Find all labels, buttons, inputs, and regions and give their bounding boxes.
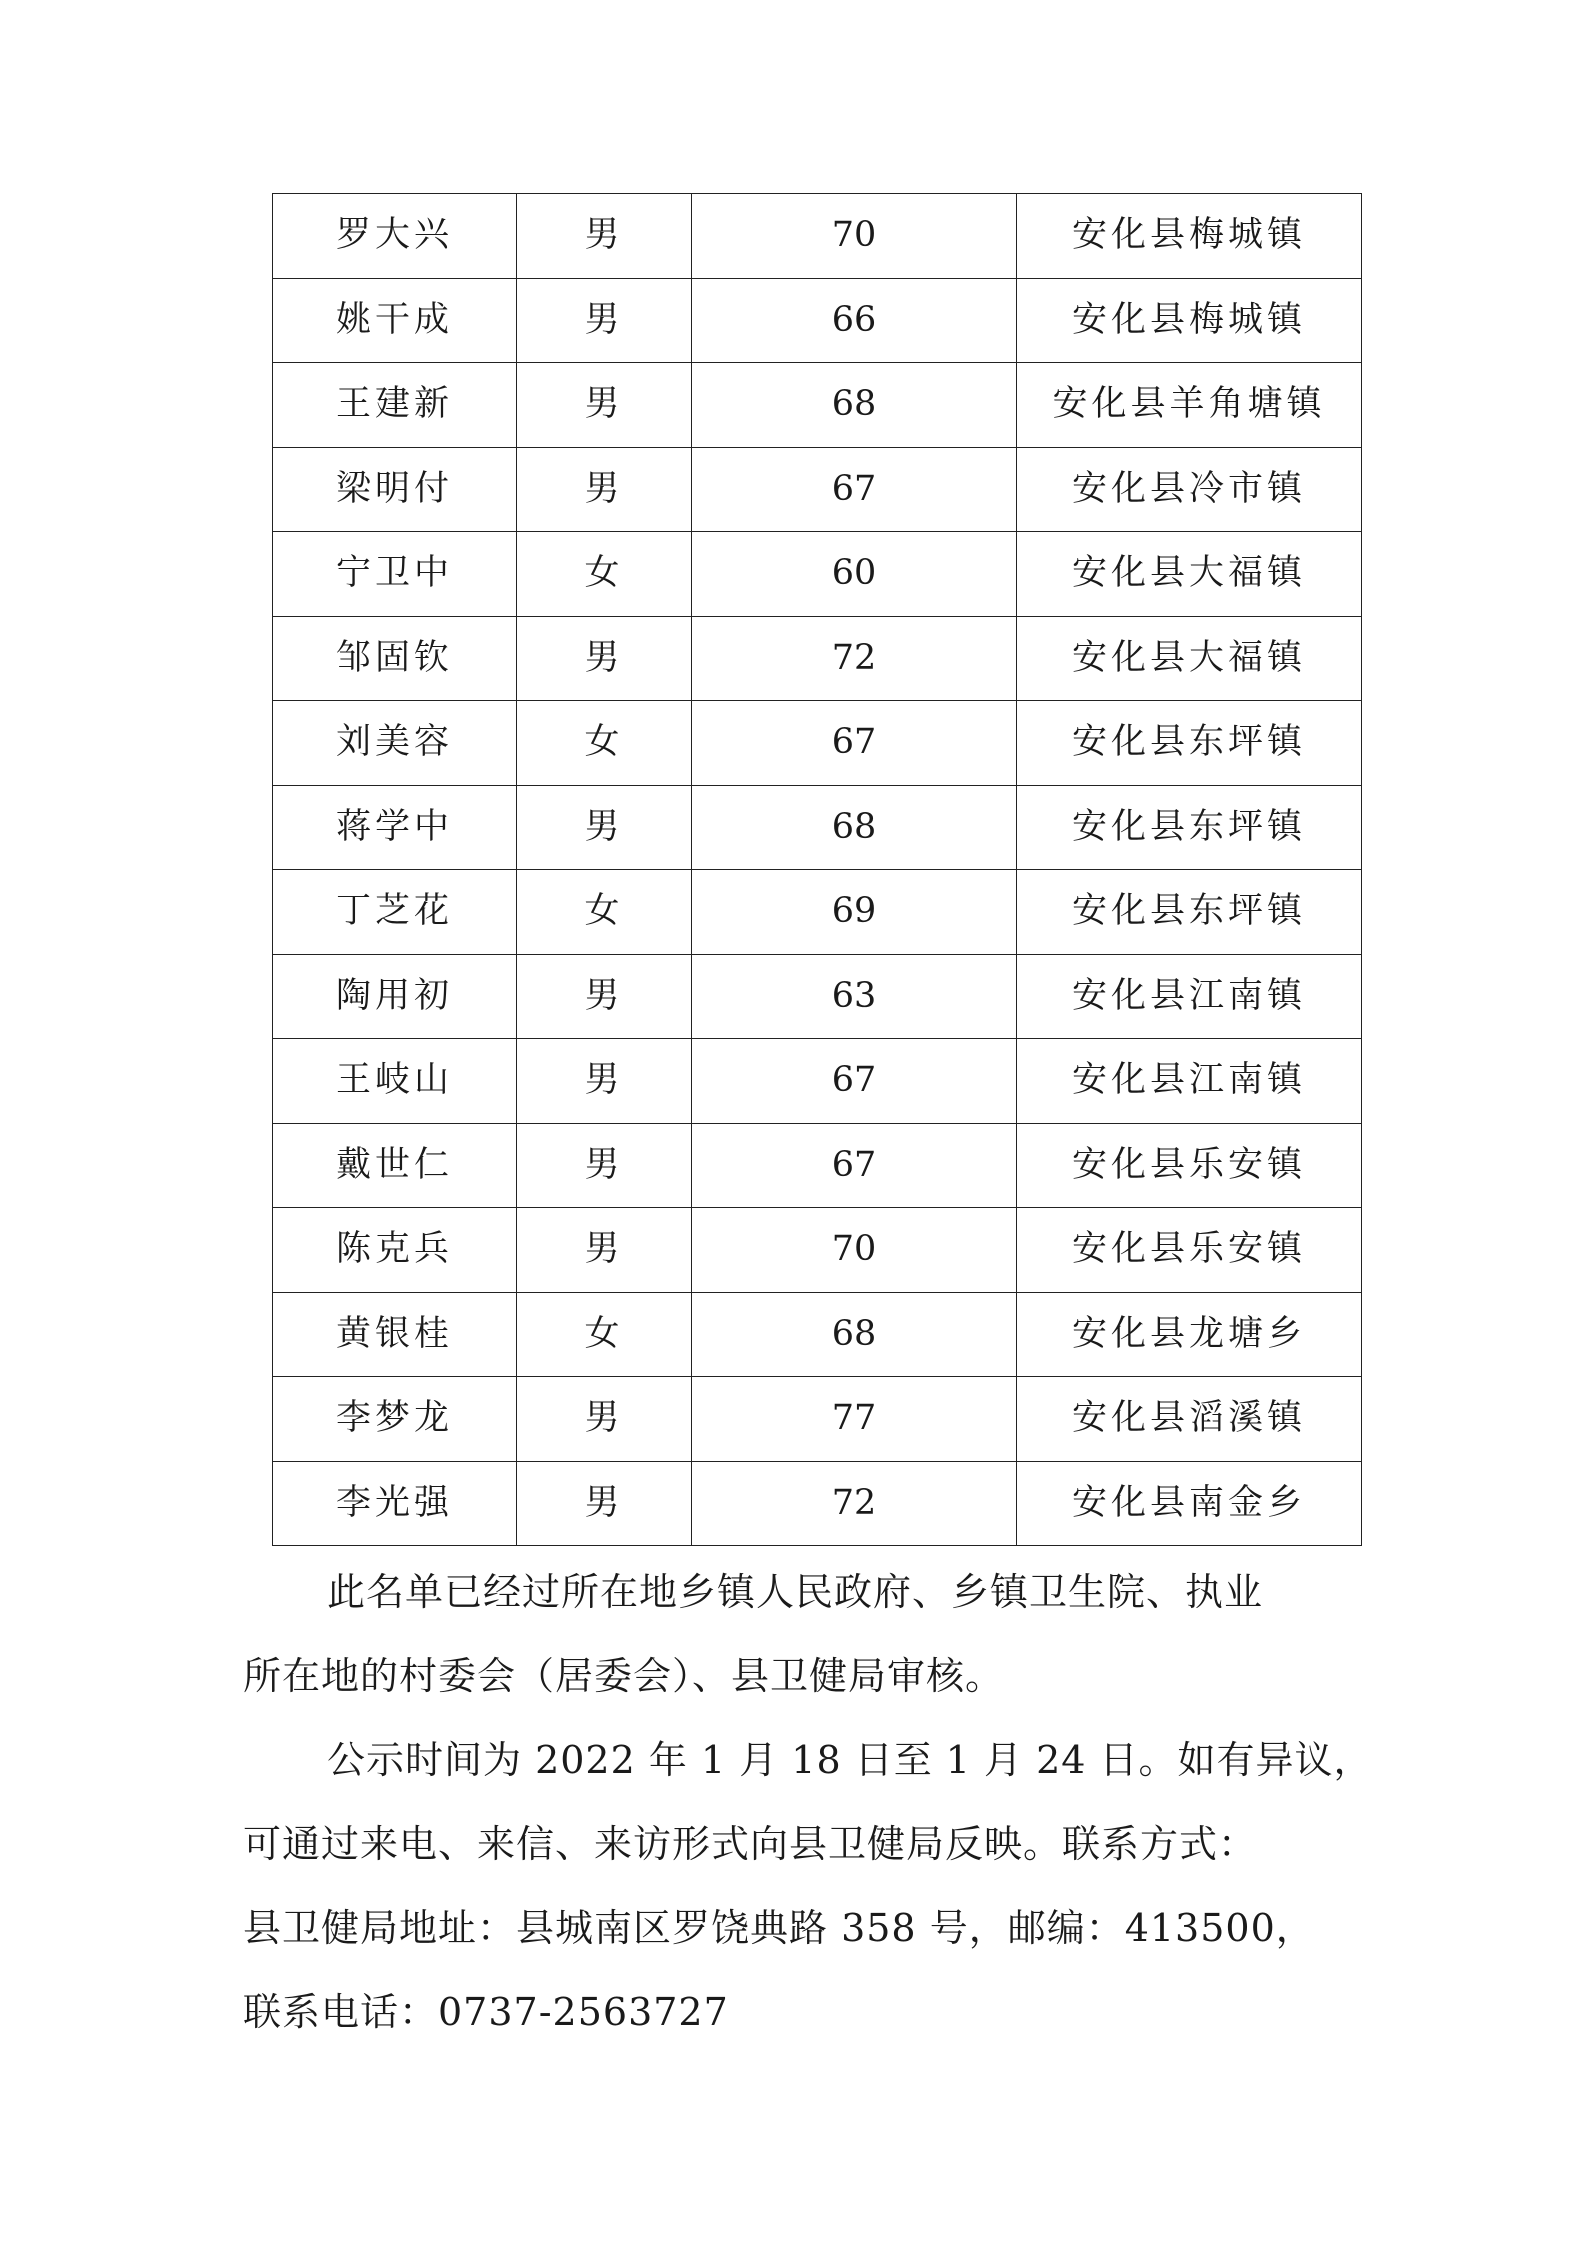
gender-cell: 男 (517, 194, 692, 279)
table-row (273, 278, 1362, 363)
gender-cell: 女 (517, 701, 692, 786)
table-row (273, 616, 1362, 701)
table-row (273, 1039, 1362, 1124)
gender-cell: 男 (517, 1461, 692, 1546)
name-cell: 戴世仁 (273, 1123, 517, 1208)
table-row (273, 194, 1362, 279)
table-row (273, 1461, 1362, 1546)
gender-cell: 男 (517, 363, 692, 448)
age-cell: 72 (692, 1461, 1017, 1546)
gender-cell: 男 (517, 785, 692, 870)
age-cell: 68 (692, 785, 1017, 870)
notice-line: 公示时间为 2022 年 1 月 18 日至 1 月 24 日。如有异议， (327, 1738, 1373, 1782)
address-cell: 安化县滔溪镇 (1017, 1377, 1362, 1462)
gender-cell: 女 (517, 532, 692, 617)
address-cell: 安化县乐安镇 (1017, 1123, 1362, 1208)
age-cell: 67 (692, 701, 1017, 786)
age-cell: 60 (692, 532, 1017, 617)
gender-cell: 女 (517, 1292, 692, 1377)
age-cell: 72 (692, 616, 1017, 701)
age-cell: 69 (692, 870, 1017, 955)
publicity-contact-paragraph (243, 1718, 1373, 2054)
name-cell: 邹固钦 (273, 616, 517, 701)
address-cell: 安化县冷市镇 (1017, 447, 1362, 532)
name-cell: 陶用初 (273, 954, 517, 1039)
name-cell: 王建新 (273, 363, 517, 448)
name-cell: 宁卫中 (273, 532, 517, 617)
review-notice-paragraph (243, 1550, 1363, 1718)
notice-line: 县卫健局地址：县城南区罗饶典路 358 号，邮编：413500， (243, 1906, 1315, 1950)
table-row (273, 1377, 1362, 1462)
age-cell: 66 (692, 278, 1017, 363)
table-row (273, 532, 1362, 617)
address-cell: 安化县江南镇 (1017, 954, 1362, 1039)
address-cell: 安化县羊角塘镇 (1017, 363, 1362, 448)
roster-table-body (273, 194, 1362, 1546)
notice-line: 可通过来电、来信、来访形式向县卫健局反映。联系方式： (243, 1822, 1258, 1866)
name-cell: 王岐山 (273, 1039, 517, 1124)
gender-cell: 男 (517, 954, 692, 1039)
roster-table (272, 193, 1362, 1546)
name-cell: 黄银桂 (273, 1292, 517, 1377)
table-row (273, 1292, 1362, 1377)
address-cell: 安化县东坪镇 (1017, 701, 1362, 786)
name-cell: 梁明付 (273, 447, 517, 532)
notice-line: 此名单已经过所在地乡镇人民政府、乡镇卫生院、执业 (327, 1570, 1264, 1614)
name-cell: 李光强 (273, 1461, 517, 1546)
gender-cell: 男 (517, 616, 692, 701)
name-cell: 姚干成 (273, 278, 517, 363)
notice-line: 联系电话：0737-2563727 (243, 1990, 729, 2034)
notice-line: 所在地的村委会（居委会）、县卫健局审核。 (243, 1654, 1005, 1698)
gender-cell: 女 (517, 870, 692, 955)
age-cell: 68 (692, 1292, 1017, 1377)
age-cell: 63 (692, 954, 1017, 1039)
address-cell: 安化县江南镇 (1017, 1039, 1362, 1124)
age-cell: 67 (692, 1123, 1017, 1208)
age-cell: 67 (692, 1039, 1017, 1124)
gender-cell: 男 (517, 1123, 692, 1208)
age-cell: 70 (692, 1208, 1017, 1293)
address-cell: 安化县梅城镇 (1017, 278, 1362, 363)
table-row (273, 1123, 1362, 1208)
table-row (273, 785, 1362, 870)
age-cell: 70 (692, 194, 1017, 279)
name-cell: 丁芝花 (273, 870, 517, 955)
table-row (273, 870, 1362, 955)
name-cell: 罗大兴 (273, 194, 517, 279)
address-cell: 安化县龙塘乡 (1017, 1292, 1362, 1377)
address-cell: 安化县南金乡 (1017, 1461, 1362, 1546)
name-cell: 刘美容 (273, 701, 517, 786)
address-cell: 安化县梅城镇 (1017, 194, 1362, 279)
table-row (273, 1208, 1362, 1293)
age-cell: 77 (692, 1377, 1017, 1462)
gender-cell: 男 (517, 447, 692, 532)
table-row (273, 701, 1362, 786)
gender-cell: 男 (517, 1039, 692, 1124)
age-cell: 67 (692, 447, 1017, 532)
address-cell: 安化县东坪镇 (1017, 785, 1362, 870)
gender-cell: 男 (517, 1208, 692, 1293)
name-cell: 陈克兵 (273, 1208, 517, 1293)
address-cell: 安化县大福镇 (1017, 616, 1362, 701)
name-cell: 蒋学中 (273, 785, 517, 870)
table-row (273, 363, 1362, 448)
address-cell: 安化县乐安镇 (1017, 1208, 1362, 1293)
gender-cell: 男 (517, 1377, 692, 1462)
address-cell: 安化县东坪镇 (1017, 870, 1362, 955)
age-cell: 68 (692, 363, 1017, 448)
table-row (273, 954, 1362, 1039)
gender-cell: 男 (517, 278, 692, 363)
table-row (273, 447, 1362, 532)
address-cell: 安化县大福镇 (1017, 532, 1362, 617)
name-cell: 李梦龙 (273, 1377, 517, 1462)
